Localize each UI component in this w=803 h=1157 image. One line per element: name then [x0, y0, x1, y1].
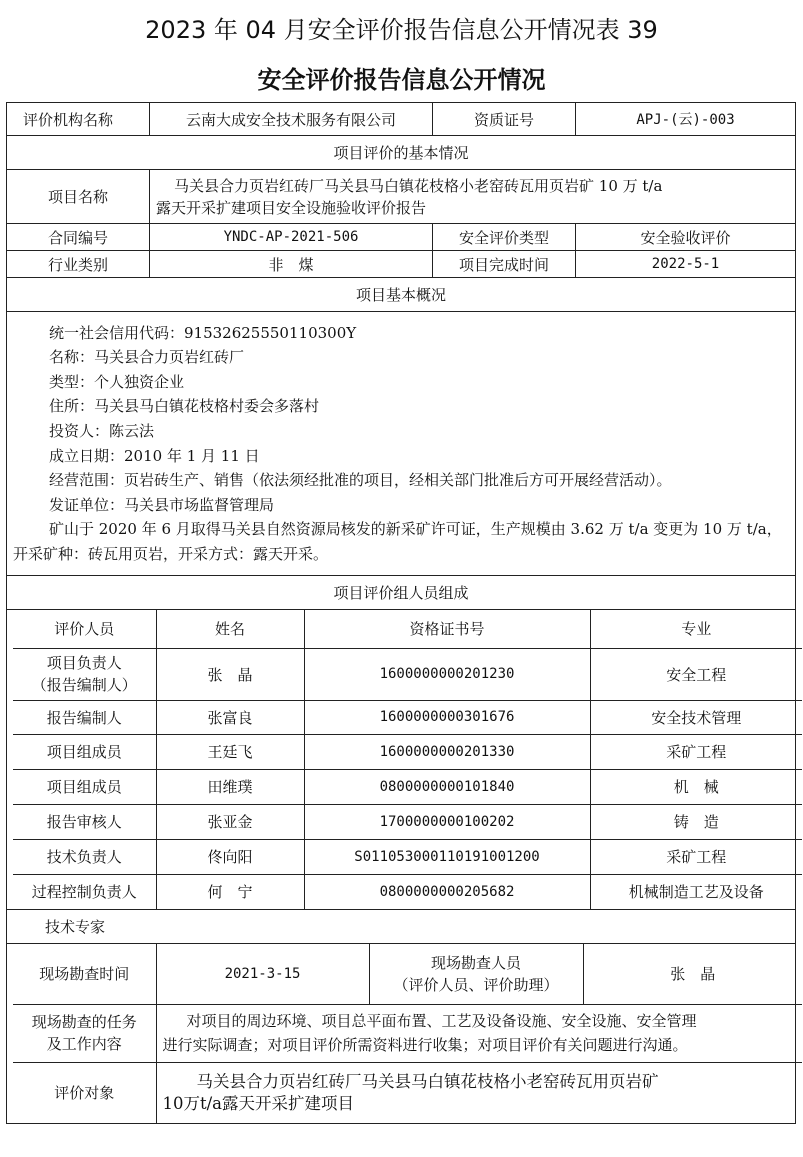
project-name-line1: 马关县合力页岩红砖厂马关县马白镇花枝格小老窑砖瓦用页岩矿 10 万 t/a — [174, 176, 663, 195]
overview-line: 类型：个人独资企业 — [49, 372, 185, 391]
cert-value: APJ-(云)-003 — [576, 103, 796, 136]
overview-section-header: 项目基本概况 — [7, 278, 796, 312]
team-table — [13, 610, 802, 909]
complete-value: 2022-5-1 — [576, 251, 796, 278]
member-major: 安全技术管理 — [590, 700, 802, 734]
task-row — [13, 1004, 802, 1062]
contract-row — [7, 224, 796, 251]
page-title: 2023 年 04 月安全评价报告信息公开情况表 39 — [145, 16, 658, 44]
survey-people-value: 张 晶 — [583, 944, 802, 1004]
contract-value: YNDC-AP-2021-506 — [150, 224, 433, 251]
team-table-wrapper — [7, 610, 796, 910]
org-row — [7, 103, 796, 136]
expert-label: 技术专家 — [7, 910, 796, 944]
member-major: 铸 造 — [590, 804, 802, 839]
member-name: 张 晶 — [156, 648, 304, 700]
member-cert: 0800000000101840 — [304, 769, 590, 804]
overview-line: 统一社会信用代码：91532625550110300Y — [49, 323, 357, 342]
org-value: 云南大成安全技术服务有限公司 — [150, 103, 433, 136]
member-role: 项目负责人 （报告编制人） — [13, 648, 156, 700]
task-content: 对项目的周边环境、项目总平面布置、工艺及设备设施、安全设施、安全管理 进行实际调查；对项目评价所需资料进行收集；对项目评价有关问题进行沟通。 — [156, 1004, 802, 1062]
survey-time-label: 现场勘查时间 — [13, 944, 156, 1004]
basic-section-header: 项目评价的基本情况 — [7, 136, 796, 170]
col-header-cert: 资格证书号 — [304, 610, 590, 648]
member-cert: 1600000000201230 — [304, 648, 590, 700]
member-name: 田维璞 — [156, 769, 304, 804]
eval-type-label: 安全评价类型 — [433, 224, 576, 251]
member-cert: S011053000110191001200 — [304, 839, 590, 874]
info-table — [6, 102, 796, 1124]
member-role: 技术负责人 — [13, 839, 156, 874]
overview-line: 名称：马关县合力页岩红砖厂 — [49, 348, 245, 367]
project-name-line2: 露天开采扩建项目安全设施验收评价报告 — [156, 198, 427, 217]
target-content: 马关县合力页岩红砖厂马关县马白镇花枝格小老窑砖瓦用页岩矿 10万t/a露天开采扩建项目 — [156, 1062, 802, 1123]
contract-label: 合同编号 — [7, 224, 150, 251]
cert-label: 资质证号 — [433, 103, 576, 136]
project-name-value — [150, 170, 796, 224]
survey-people-label: 现场勘查人员 （评价人员、评价助理） — [369, 944, 583, 1004]
table-row — [13, 700, 802, 734]
eval-type-value: 安全验收评价 — [576, 224, 796, 251]
overview-paragraph: 矿山于 2020 年 6 月取得马关县自然资源局核发的新采矿许可证，生产规模由 3.62 万 t/a 变更为 10 万 t/a，开采矿种：砖瓦用页岩，开采方式：露天开采。 — [13, 520, 782, 563]
survey-table — [13, 944, 802, 1123]
member-name: 张亚金 — [156, 804, 304, 839]
member-name: 王廷飞 — [156, 734, 304, 769]
org-label: 评价机构名称 — [7, 103, 150, 136]
table-row — [13, 839, 802, 874]
member-name: 张富良 — [156, 700, 304, 734]
member-role: 项目组成员 — [13, 734, 156, 769]
member-name: 何 宁 — [156, 874, 304, 909]
complete-label: 项目完成时间 — [433, 251, 576, 278]
overview-line: 成立日期：2010 年 1 月 11 日 — [49, 446, 260, 465]
member-role: 过程控制负责人 — [13, 874, 156, 909]
member-cert: 1700000000100202 — [304, 804, 590, 839]
overview-content — [7, 312, 796, 576]
member-name: 佟向阳 — [156, 839, 304, 874]
table-row — [13, 874, 802, 909]
survey-time-value: 2021-3-15 — [156, 944, 369, 1004]
col-header-major: 专业 — [590, 610, 802, 648]
table-row — [13, 769, 802, 804]
member-role: 项目组成员 — [13, 769, 156, 804]
industry-value: 非 煤 — [150, 251, 433, 278]
member-major: 采矿工程 — [590, 734, 802, 769]
industry-row — [7, 251, 796, 278]
member-major: 机械制造工艺及设备 — [590, 874, 802, 909]
member-cert: 1600000000201330 — [304, 734, 590, 769]
member-major: 机 械 — [590, 769, 802, 804]
page-subtitle: 安全评价报告信息公开情况 — [257, 66, 546, 94]
project-name-row — [7, 170, 796, 224]
col-header-role: 评价人员 — [13, 610, 156, 648]
member-cert: 0800000000205682 — [304, 874, 590, 909]
survey-table-wrapper — [7, 944, 796, 1124]
team-header-row — [13, 610, 802, 648]
table-row — [13, 804, 802, 839]
industry-label: 行业类别 — [7, 251, 150, 278]
overview-line: 住所：马关县马白镇花枝格村委会多落村 — [49, 397, 320, 416]
member-major: 采矿工程 — [590, 839, 802, 874]
overview-line: 经营范围：页岩砖生产、销售（依法须经批准的项目，经相关部门批准后方可开展经营活动）。 — [49, 471, 672, 490]
member-major: 安全工程 — [590, 648, 802, 700]
table-row — [13, 734, 802, 769]
target-label: 评价对象 — [13, 1062, 156, 1123]
survey-row — [13, 944, 802, 1004]
team-section-header: 项目评价组人员组成 — [7, 576, 796, 610]
table-row — [13, 648, 802, 700]
member-cert: 1600000000301676 — [304, 700, 590, 734]
col-header-name: 姓名 — [156, 610, 304, 648]
overview-line: 投资人：陈云法 — [49, 421, 155, 440]
project-name-label: 项目名称 — [7, 170, 150, 224]
target-row — [13, 1062, 802, 1123]
task-label: 现场勘查的任务 及工作内容 — [13, 1004, 156, 1062]
overview-line: 发证单位：马关县市场监督管理局 — [49, 495, 275, 514]
member-role: 报告编制人 — [13, 700, 156, 734]
member-role: 报告审核人 — [13, 804, 156, 839]
